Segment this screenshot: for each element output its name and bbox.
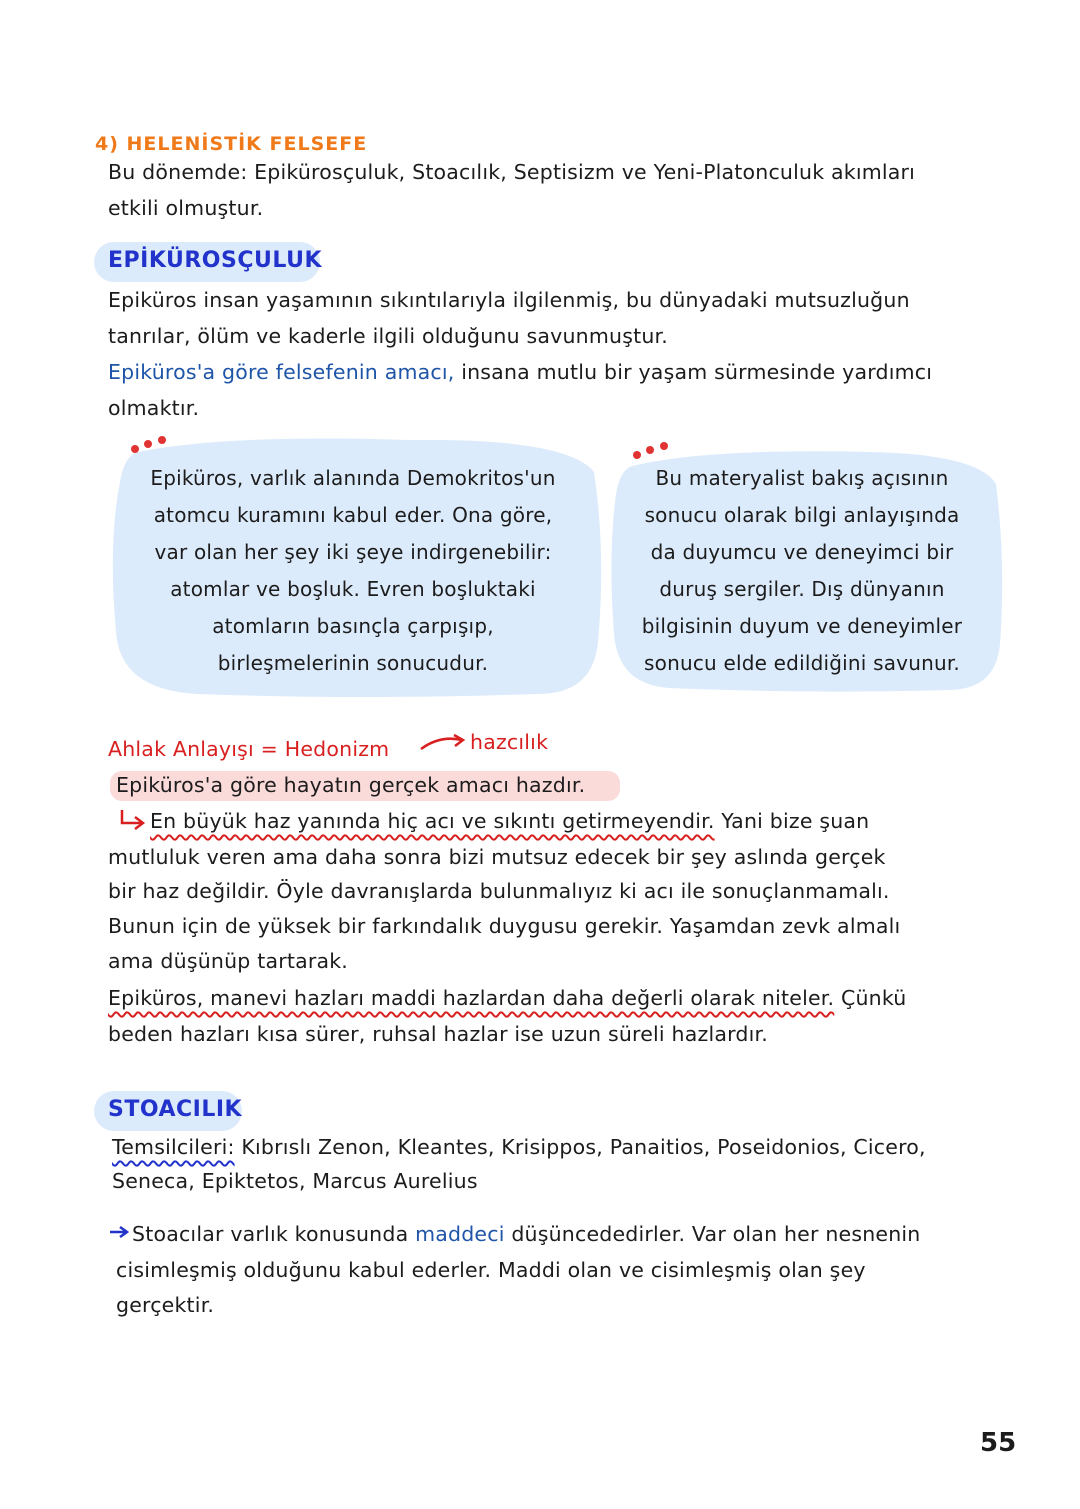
arrow-right-icon xyxy=(108,1224,130,1240)
left-bubble-line: atomlar ve boşluk. Evren boşluktaki xyxy=(170,577,536,601)
left-bubble-text xyxy=(118,460,588,682)
stoa-title: STOACILIK xyxy=(108,1097,243,1122)
right-bubble-line: da duyumcu ve deneyimci bir xyxy=(650,540,954,564)
epikuros-p1-line2: tanrılar, ölüm ve kaderle ilgili olduğunu savunmuştur. xyxy=(108,324,669,348)
left-bubble-line: birleşmelerinin sonucudur. xyxy=(217,651,489,675)
epikuros-title: EPİKÜROSÇULUK xyxy=(108,248,323,273)
page-number: 55 xyxy=(980,1428,1017,1458)
right-bubble-line: sonucu elde edildiğini savunur. xyxy=(644,651,960,675)
philosophy-aim-highlight: Epiküros'a göre felsefenin amacı, xyxy=(108,360,455,384)
epikuros-p2-line1 xyxy=(108,354,932,390)
ethics-title: Ahlak Anlayışı = Hedonizm xyxy=(108,737,390,761)
stoa-line1-post: düşüncededirler. Var olan her nesnenin xyxy=(504,1222,921,1246)
right-bubble-line: duruş sergiler. Dış dünyanın xyxy=(659,577,945,601)
left-bubble-line: atomların basınçla çarpışıp, xyxy=(212,614,494,638)
section-heading: 4) HELENİSTİK FELSEFE xyxy=(95,133,368,155)
intro-text-line2: etkili olmuştur. xyxy=(108,196,264,220)
stoa-rep-line1 xyxy=(112,1129,926,1165)
ethics-line1-rest: Yani bize şuan xyxy=(714,809,870,833)
arrow-icon xyxy=(418,732,468,754)
epikuros-p1-line1: Epiküros insan yaşamının sıkıntılarıyla ilgilenmiş, bu dünyadaki mutsuzluğun xyxy=(108,288,910,312)
right-bubble-text xyxy=(612,460,992,682)
ethics-note: hazcılık xyxy=(470,730,549,754)
right-bubble-line: Bu materyalist bakış açısının xyxy=(655,466,949,490)
stoa-line1 xyxy=(132,1216,921,1252)
left-bubble-line: Epiküros, varlık alanında Demokritos'un xyxy=(150,466,556,490)
ethics-line5: ama düşünüp tartarak. xyxy=(108,949,349,973)
max-pleasure-underlined: En büyük haz yanında hiç acı ve sıkıntı getirmeyendir. xyxy=(150,809,715,833)
goal-highlight-text: Epiküros'a göre hayatın gerçek amacı hazdır. xyxy=(116,773,586,797)
return-arrow-icon xyxy=(118,808,148,830)
spiritual-pleasure-underlined: Epiküros, manevi hazları maddi hazlardan daha değerli olarak niteler. xyxy=(108,986,835,1010)
materialist-keyword: maddeci xyxy=(415,1222,505,1246)
ethics-line6-rest: Çünkü xyxy=(834,986,907,1010)
ethics-line3: bir haz değildir. Öyle davranışlarda bulunmalıyız ki acı ile sonuçlanmamalı. xyxy=(108,879,890,903)
philosophy-aim-rest: insana mutlu bir yaşam sürmesinde yardımcı xyxy=(454,360,933,384)
ethics-line7: beden hazları kısa sürer, ruhsal hazlar ise uzun süreli hazlardır. xyxy=(108,1022,768,1046)
stoa-line3: gerçektir. xyxy=(116,1293,215,1317)
left-bubble-line: var olan her şey iki şeye indirgenebilir: xyxy=(154,540,552,564)
epikuros-p2-line2: olmaktır. xyxy=(108,396,200,420)
ethics-line2: mutluluk veren ama daha sonra bizi mutsuz edecek bir şey aslında gerçek xyxy=(108,845,886,869)
left-bubble-line: atomcu kuramını kabul eder. Ona göre, xyxy=(153,503,553,527)
right-bubble-line: sonucu olarak bilgi anlayışında xyxy=(644,503,960,527)
ethics-line4: Bunun için de yüksek bir farkındalık duygusu gerekir. Yaşamdan zevk almalı xyxy=(108,914,901,938)
stoa-rep-line2: Seneca, Epiktetos, Marcus Aurelius xyxy=(112,1169,478,1193)
representatives-list: Kıbrıslı Zenon, Kleantes, Krisippos, Panaitios, Poseidonios, Cicero, xyxy=(234,1135,926,1159)
right-bubble-line: bilgisinin duyum ve deneyimler xyxy=(641,614,963,638)
ethics-line1 xyxy=(150,803,869,839)
representatives-label: Temsilcileri: xyxy=(112,1135,235,1159)
stoa-line2: cisimleşmiş olduğunu kabul ederler. Maddi olan ve cisimleşmiş olan şey xyxy=(116,1258,866,1282)
intro-text-line1: Bu dönemde: Epikürosçuluk, Stoacılık, Septisizm ve Yeni-Platonculuk akımları xyxy=(108,160,916,184)
stoa-line1-pre: Stoacılar varlık konusunda xyxy=(132,1222,416,1246)
flower-icon xyxy=(128,434,176,458)
ethics-line6 xyxy=(108,980,907,1016)
